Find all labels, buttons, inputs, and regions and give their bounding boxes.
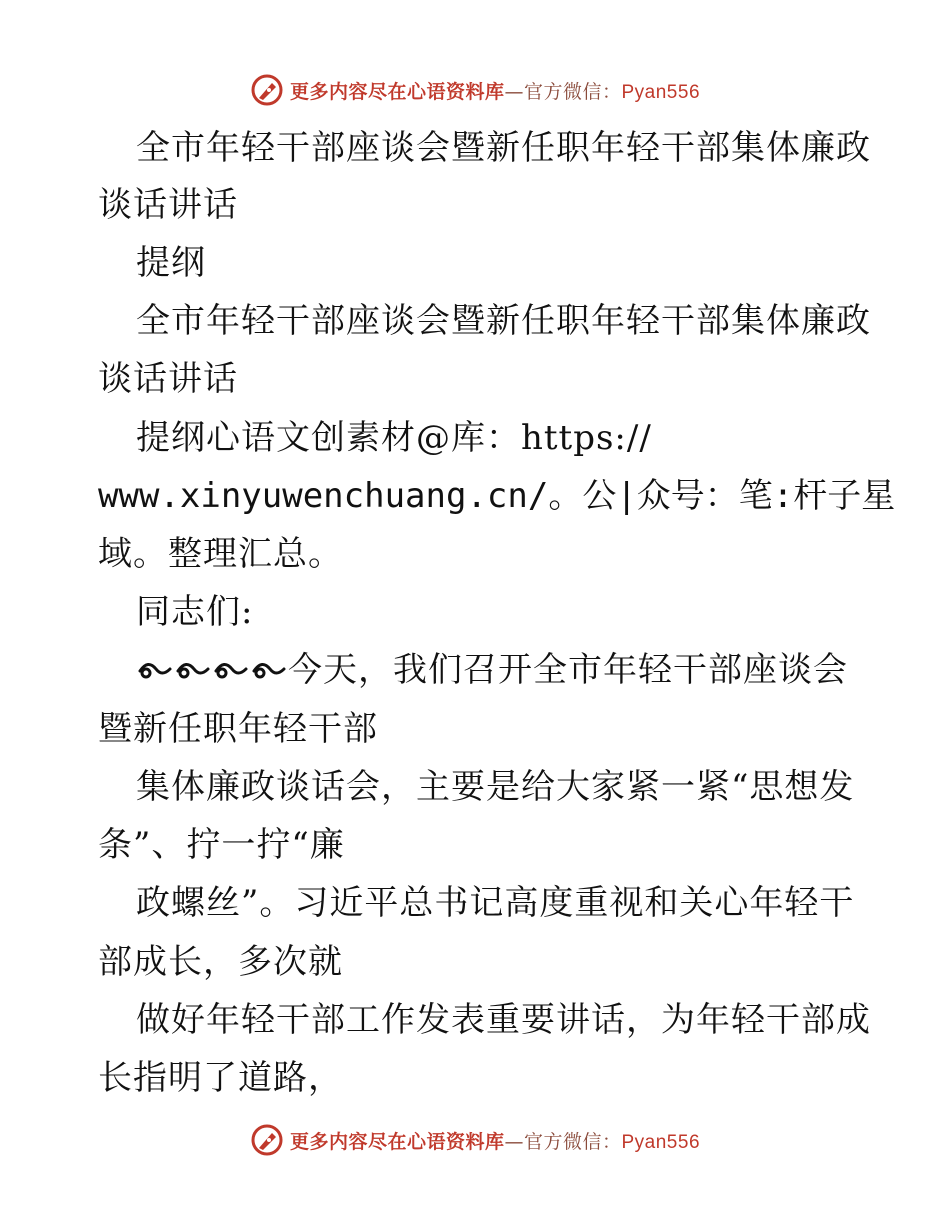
banner-dash: —: [504, 80, 524, 103]
doc-title-line-1: 全市年轻干部座谈会暨新任职年轻干部集体廉政: [136, 128, 871, 168]
doc-paragraph-2-line-2: 条”、拧一拧“廉: [98, 825, 345, 865]
doc-paragraph-3-line-2: 部成长，多次就: [98, 942, 343, 982]
doc-paragraph-1-text: 今天，我们召开全市年轻干部座谈会: [288, 650, 848, 690]
footer-watermark-banner: [0, 1120, 950, 1160]
doc-paragraph-1-line-1: [136, 650, 848, 690]
pen-nib-logo-icon: [250, 1123, 284, 1157]
doc-title-repeat-line-2: 谈话讲话: [98, 359, 238, 399]
banner-title: 更多内容尽在心语资料库: [289, 1130, 505, 1153]
doc-paragraph-1-line-2: 暨新任职年轻干部: [98, 709, 378, 749]
doc-greeting: 同志们:: [136, 592, 254, 632]
banner-contact-label: 官方微信：: [523, 80, 622, 103]
doc-source-line-3: 域。整理汇总。: [98, 534, 343, 574]
ornamental-flourish-icon: [136, 655, 288, 683]
doc-subtitle: 提纲: [136, 243, 206, 283]
header-watermark-banner: [0, 70, 950, 110]
pen-nib-logo-icon: [250, 73, 284, 107]
doc-source-line-2: www.xinyuwenchuang.cn/。公|众号：笔:杆子星: [98, 476, 896, 516]
doc-source-line-1: 提纲心语文创素材@库：https://: [136, 418, 652, 458]
banner-contact-id: Pyan556: [621, 81, 701, 103]
banner-contact-label: 官方微信：: [523, 1130, 622, 1153]
banner-title: 更多内容尽在心语资料库: [289, 80, 505, 103]
doc-paragraph-2-line-1: 集体廉政谈话会，主要是给大家紧一紧“思想发: [136, 767, 855, 807]
doc-paragraph-4-line-1: 做好年轻干部工作发表重要讲话，为年轻干部成: [136, 1000, 871, 1040]
doc-paragraph-3-line-1: 政螺丝”。习近平总书记高度重视和关心年轻干: [136, 883, 855, 923]
doc-paragraph-4-line-2: 长指明了道路，: [98, 1058, 343, 1098]
banner-contact-id: Pyan556: [621, 1131, 701, 1153]
banner-dash: —: [504, 1130, 524, 1153]
doc-title-line-2: 谈话讲话: [98, 185, 238, 225]
doc-title-repeat-line-1: 全市年轻干部座谈会暨新任职年轻干部集体廉政: [136, 301, 871, 341]
